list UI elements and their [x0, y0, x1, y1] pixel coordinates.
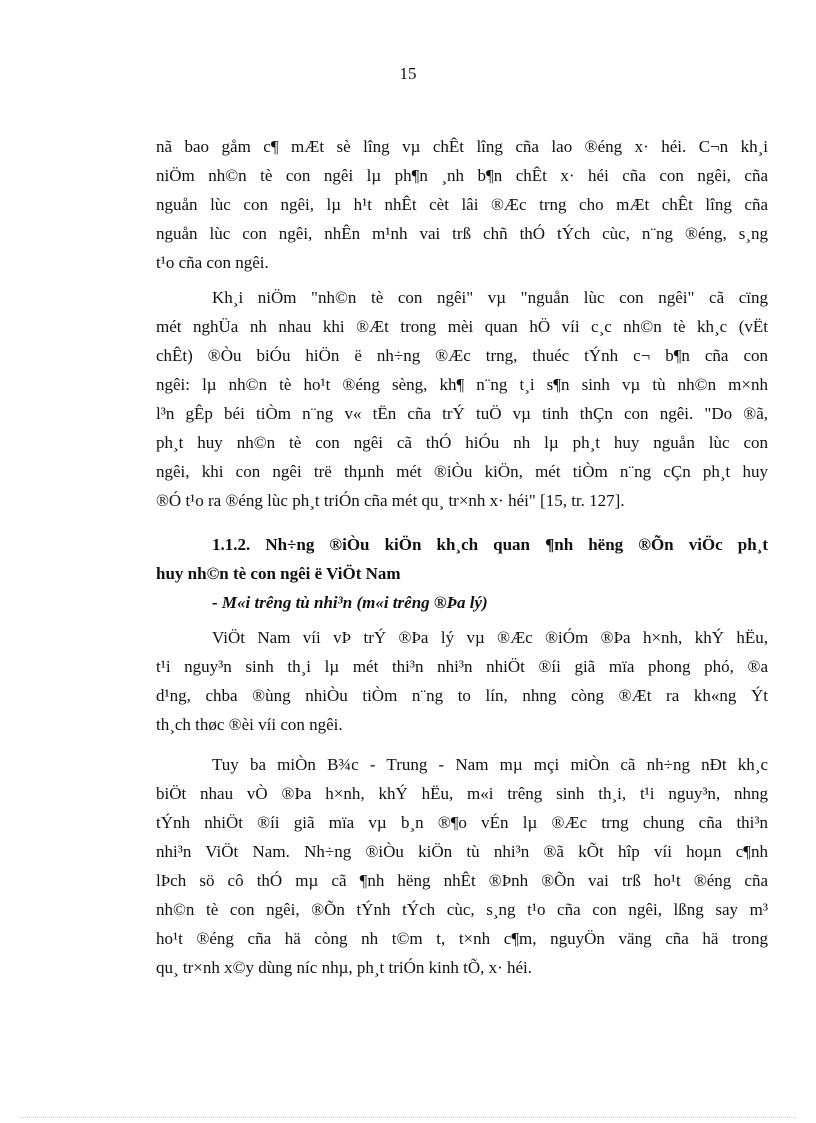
text-line: nh©n tè con ngêi, ®Õn tÝnh tÝch cùc, s¸ng t¹o cña con ngêi, lßng say m³: [156, 900, 768, 919]
text-line: ngêi, khi con ngêi trë thµnh mét ®iÒu kiÖn, mét tiÒm n¨ng cÇn ph¸t huy: [156, 462, 768, 481]
paragraph-3: [156, 623, 768, 739]
text-line: Kh¸i niÖm "nh©n tè con ngêi" vµ "nguån lùc con ngêi" cã cïng: [212, 288, 768, 307]
text-line: nguån lùc con ngêi, lµ h¹t nhÊt cèt lâi ®Æc trng cho mÆt chÊt lîng cña: [156, 195, 768, 214]
text-line: d¹ng, chba ®ùng nhiÒu tiÒm n¨ng to lín, nhng còng ®Æt ra kh«ng Ýt: [156, 686, 768, 705]
text-line: lÞch sö cô thÓ mµ cã ¶nh hëng nhÊt ®Þnh ®Õn vai trß ho¹t ®éng cña: [156, 871, 768, 890]
section-heading: [156, 530, 768, 588]
text-line: ViÖt Nam víi vÞ trÝ ®Þa lý vµ ®Æc ®iÓm ®Þa h×nh, khÝ hËu,: [212, 628, 768, 647]
text-line: th¸ch thøc ®èi víi con ngêi.: [156, 715, 343, 734]
subheading-line: - M«i trêng tù nhi³n (m«i trêng ®Þa lý): [212, 593, 488, 612]
subsection-heading: [156, 588, 768, 617]
text-line: mét nghÜa nh nhau khi ®Æt trong mèi quan hÖ víi c¸c nh©n tè kh¸c (vËt: [156, 317, 768, 336]
text-line: nhi³n ViÖt Nam. Nh÷ng ®iÒu kiÖn tù nhi³n ®ã kÕt hîp víi hoµn c¶nh: [156, 842, 768, 861]
text-line: ngêi: lµ nh©n tè ho¹t ®éng sèng, kh¶ n¨ng t¸i s¶n sinh vµ tù nh©n m×nh: [156, 375, 768, 394]
text-line: nguån lùc con ngêi, nhÊn m¹nh vai trß chñ thÓ tÝch cùc, n¨ng ®éng, s¸ng: [156, 224, 768, 243]
text-line: t¹i nguy³n sinh th¸i lµ mét thi³n nhi³n nhiÖt ®íi giã mïa phong phó, ®a: [156, 657, 768, 676]
text-line: Tuy ba miÒn B¾c - Trung - Nam mµ mçi miÒn cã nh÷ng nÐt kh¸c: [212, 755, 768, 774]
paragraph-4: [156, 750, 768, 982]
text-line: tÝnh nhiÖt ®íi giã mïa vµ b¸n ®¶o vÉn lµ ®Æc trng chung cña thi³n: [156, 813, 768, 832]
paragraph-1: [156, 132, 768, 277]
text-line: l³n gÊp béi tiÒm n¨ng v« tËn cña trÝ tuÖ vµ tinh thÇn con ngêi. "Do ®ã,: [156, 404, 768, 423]
paragraph-2: [156, 283, 768, 515]
heading-line: 1.1.2. Nh÷ng ®iÒu kiÖn kh¸ch quan ¶nh hëng ®Õn viÖc ph¸t: [212, 535, 768, 554]
text-line: ph¸t huy nh©n tè con ngêi cã thÓ hiÓu nh lµ ph¸t huy nguån lùc con: [156, 433, 768, 452]
text-line: nã bao gåm c¶ mÆt sè lîng vµ chÊt lîng cña lao ®éng x· héi. C¬n kh¸i: [156, 137, 768, 156]
document-body: [156, 132, 768, 982]
page-bottom-divider: [20, 1117, 796, 1118]
text-line: niÖm nh©n tè con ngêi lµ ph¶n ¸nh b¶n chÊt x· héi cña con ngêi, cña: [156, 166, 768, 185]
text-line: ho¹t ®éng cña hä còng nh t©m t, t×nh c¶m, nguyÖn väng cña hä trong: [156, 929, 768, 948]
text-line: ®Ó t¹o ra ®éng lùc ph¸t triÓn cña mét qu¸ tr×nh x· héi" [15, tr. 127].: [156, 491, 625, 510]
text-line: biÖt nhau vÒ ®Þa h×nh, khÝ hËu, m«i trêng sinh th¸i, t¹i nguy³n, nhng: [156, 784, 768, 803]
heading-line: huy nh©n tè con ngêi ë ViÖt Nam: [156, 564, 401, 583]
text-line: t¹o cña con ngêi.: [156, 253, 269, 272]
text-line: qu¸ tr×nh x©y dùng níc nhµ, ph¸t triÓn kinh tÕ, x· héi.: [156, 958, 533, 977]
page-number: 15: [399, 64, 417, 83]
text-line: chÊt) ®Òu biÓu hiÖn ë nh÷ng ®Æc trng, thuéc tÝnh c¬ b¶n cña con: [156, 346, 768, 365]
